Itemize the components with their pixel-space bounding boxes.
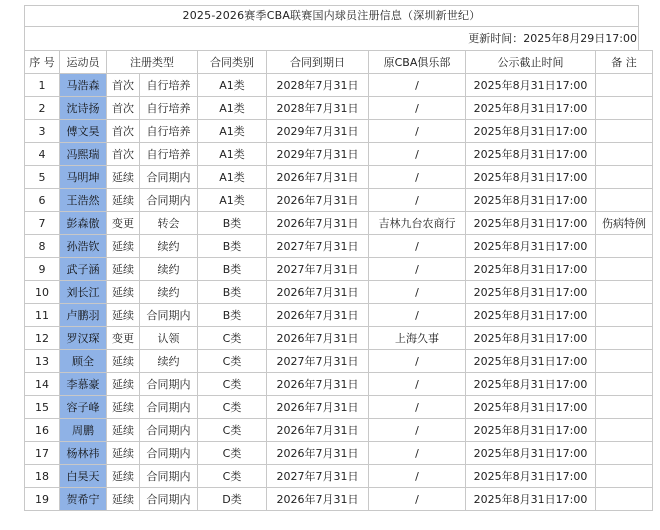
publicity-deadline: 2025年8月31日17:00 [466, 189, 596, 212]
update-time: 更新时间：2025年8月29日17:00 [468, 32, 637, 45]
publicity-deadline: 2025年8月31日17:00 [466, 304, 596, 327]
contract-category: B类 [198, 235, 267, 258]
previous-club: / [369, 97, 466, 120]
row-number: 5 [25, 166, 60, 189]
contract-expiry: 2026年7月31日 [267, 373, 369, 396]
previous-club: / [369, 465, 466, 488]
previous-club: / [369, 74, 466, 97]
contract-expiry: 2027年7月31日 [267, 465, 369, 488]
player-name: 沈诗扬 [60, 97, 107, 120]
publicity-deadline: 2025年8月31日17:00 [466, 488, 596, 511]
publicity-deadline: 2025年8月31日17:00 [466, 465, 596, 488]
reg-type: 变更 [107, 327, 140, 350]
contract-category: A1类 [198, 97, 267, 120]
note [596, 419, 653, 442]
row-number: 7 [25, 212, 60, 235]
player-name: 王浩然 [60, 189, 107, 212]
table-row [25, 235, 653, 258]
contract-expiry: 2026年7月31日 [267, 166, 369, 189]
publicity-deadline: 2025年8月31日17:00 [466, 74, 596, 97]
row-number: 14 [25, 373, 60, 396]
table-row [25, 304, 653, 327]
contract-category: B类 [198, 281, 267, 304]
contract-category: B类 [198, 258, 267, 281]
table-header-row [25, 51, 653, 74]
header-deadline: 公示截止时间 [466, 51, 596, 74]
table-row [25, 143, 653, 166]
contract-expiry: 2026年7月31日 [267, 396, 369, 419]
player-name: 冯熙瑞 [60, 143, 107, 166]
table-row [25, 281, 653, 304]
contract-category: B类 [198, 304, 267, 327]
publicity-deadline: 2025年8月31日17:00 [466, 143, 596, 166]
contract-expiry: 2026年7月31日 [267, 304, 369, 327]
previous-club: / [369, 419, 466, 442]
reg-subtype: 自行培养 [140, 120, 198, 143]
previous-club: / [369, 258, 466, 281]
reg-subtype: 合同期内 [140, 189, 198, 212]
row-number: 15 [25, 396, 60, 419]
player-name: 武子涵 [60, 258, 107, 281]
reg-type: 首次 [107, 74, 140, 97]
contract-category: C类 [198, 419, 267, 442]
player-name: 刘长江 [60, 281, 107, 304]
previous-club: / [369, 304, 466, 327]
contract-category: A1类 [198, 143, 267, 166]
contract-category: B类 [198, 212, 267, 235]
player-name: 孙浩钦 [60, 235, 107, 258]
player-name: 杨林祎 [60, 442, 107, 465]
note [596, 396, 653, 419]
player-name: 容子峰 [60, 396, 107, 419]
contract-expiry: 2028年7月31日 [267, 74, 369, 97]
row-number: 17 [25, 442, 60, 465]
note [596, 74, 653, 97]
row-number: 9 [25, 258, 60, 281]
table-row [25, 97, 653, 120]
contract-category: C类 [198, 373, 267, 396]
table-body [25, 74, 653, 511]
previous-club: / [369, 396, 466, 419]
table-row [25, 419, 653, 442]
note: 伤病特例 [596, 212, 653, 235]
row-number: 12 [25, 327, 60, 350]
table-row [25, 166, 653, 189]
header-reg-type: 注册类型 [107, 51, 198, 74]
table-row [25, 373, 653, 396]
contract-expiry: 2026年7月31日 [267, 442, 369, 465]
note [596, 189, 653, 212]
contract-expiry: 2026年7月31日 [267, 281, 369, 304]
row-number: 2 [25, 97, 60, 120]
reg-type: 延续 [107, 350, 140, 373]
reg-type: 延续 [107, 235, 140, 258]
contract-expiry: 2026年7月31日 [267, 189, 369, 212]
previous-club: / [369, 281, 466, 304]
contract-expiry: 2027年7月31日 [267, 350, 369, 373]
previous-club: 吉林九台农商行 [369, 212, 466, 235]
previous-club: 上海久事 [369, 327, 466, 350]
contract-category: C类 [198, 442, 267, 465]
reg-subtype: 合同期内 [140, 488, 198, 511]
note [596, 143, 653, 166]
header-previous-club: 原CBA俱乐部 [369, 51, 466, 74]
contract-category: C类 [198, 350, 267, 373]
header-contract-expiry: 合同到期日 [267, 51, 369, 74]
reg-subtype: 自行培养 [140, 97, 198, 120]
header-no: 序 号 [25, 51, 60, 74]
note [596, 258, 653, 281]
reg-type: 变更 [107, 212, 140, 235]
previous-club: / [369, 166, 466, 189]
previous-club: / [369, 488, 466, 511]
row-number: 13 [25, 350, 60, 373]
header-player: 运动员 [60, 51, 107, 74]
table-row [25, 258, 653, 281]
player-name: 傅文昊 [60, 120, 107, 143]
table-row [25, 212, 653, 235]
publicity-deadline: 2025年8月31日17:00 [466, 373, 596, 396]
previous-club: / [369, 143, 466, 166]
player-name: 罗汉琛 [60, 327, 107, 350]
publicity-deadline: 2025年8月31日17:00 [466, 419, 596, 442]
reg-type: 延续 [107, 281, 140, 304]
table-row [25, 350, 653, 373]
table-row [25, 442, 653, 465]
reg-subtype: 合同期内 [140, 465, 198, 488]
publicity-deadline: 2025年8月31日17:00 [466, 235, 596, 258]
previous-club: / [369, 350, 466, 373]
reg-type: 延续 [107, 465, 140, 488]
reg-subtype: 转会 [140, 212, 198, 235]
publicity-deadline: 2025年8月31日17:00 [466, 350, 596, 373]
reg-type: 延续 [107, 442, 140, 465]
note [596, 373, 653, 396]
player-name: 李慕豪 [60, 373, 107, 396]
contract-category: C类 [198, 396, 267, 419]
contract-expiry: 2027年7月31日 [267, 258, 369, 281]
player-name: 马浩森 [60, 74, 107, 97]
row-number: 18 [25, 465, 60, 488]
publicity-deadline: 2025年8月31日17:00 [466, 212, 596, 235]
reg-type: 延续 [107, 396, 140, 419]
reg-subtype: 续约 [140, 350, 198, 373]
row-number: 16 [25, 419, 60, 442]
row-number: 1 [25, 74, 60, 97]
update-time-row [24, 26, 639, 51]
player-registration-table [24, 50, 653, 511]
reg-type: 首次 [107, 97, 140, 120]
reg-subtype: 合同期内 [140, 419, 198, 442]
contract-expiry: 2028年7月31日 [267, 97, 369, 120]
row-number: 10 [25, 281, 60, 304]
reg-type: 延续 [107, 258, 140, 281]
contract-category: C类 [198, 465, 267, 488]
contract-expiry: 2026年7月31日 [267, 419, 369, 442]
player-name: 白昊天 [60, 465, 107, 488]
reg-subtype: 合同期内 [140, 166, 198, 189]
note [596, 304, 653, 327]
contract-category: D类 [198, 488, 267, 511]
row-number: 3 [25, 120, 60, 143]
contract-category: A1类 [198, 120, 267, 143]
previous-club: / [369, 442, 466, 465]
reg-subtype: 认领 [140, 327, 198, 350]
reg-type: 延续 [107, 488, 140, 511]
previous-club: / [369, 373, 466, 396]
row-number: 6 [25, 189, 60, 212]
sheet-title: 2025-2026赛季CBA联赛国内球员注册信息（深圳新世纪） [24, 5, 639, 26]
note [596, 97, 653, 120]
note [596, 235, 653, 258]
player-name: 贺希宁 [60, 488, 107, 511]
player-name: 马明坤 [60, 166, 107, 189]
note [596, 442, 653, 465]
row-number: 11 [25, 304, 60, 327]
publicity-deadline: 2025年8月31日17:00 [466, 258, 596, 281]
reg-subtype: 续约 [140, 258, 198, 281]
reg-subtype: 自行培养 [140, 143, 198, 166]
publicity-deadline: 2025年8月31日17:00 [466, 327, 596, 350]
note [596, 281, 653, 304]
contract-category: C类 [198, 327, 267, 350]
note [596, 350, 653, 373]
note [596, 166, 653, 189]
contract-category: A1类 [198, 189, 267, 212]
contract-category: A1类 [198, 74, 267, 97]
table-row [25, 488, 653, 511]
table-row [25, 327, 653, 350]
reg-type: 延续 [107, 166, 140, 189]
player-name: 周鹏 [60, 419, 107, 442]
contract-category: A1类 [198, 166, 267, 189]
reg-subtype: 自行培养 [140, 74, 198, 97]
table-row [25, 120, 653, 143]
player-name: 彭森傲 [60, 212, 107, 235]
player-name: 顾全 [60, 350, 107, 373]
note [596, 327, 653, 350]
header-note: 备 注 [596, 51, 653, 74]
contract-expiry: 2029年7月31日 [267, 143, 369, 166]
reg-subtype: 合同期内 [140, 442, 198, 465]
table-row [25, 465, 653, 488]
reg-type: 延续 [107, 373, 140, 396]
table-row [25, 189, 653, 212]
publicity-deadline: 2025年8月31日17:00 [466, 97, 596, 120]
row-number: 4 [25, 143, 60, 166]
reg-type: 延续 [107, 419, 140, 442]
contract-expiry: 2026年7月31日 [267, 488, 369, 511]
previous-club: / [369, 189, 466, 212]
contract-expiry: 2026年7月31日 [267, 212, 369, 235]
publicity-deadline: 2025年8月31日17:00 [466, 120, 596, 143]
contract-expiry: 2029年7月31日 [267, 120, 369, 143]
row-number: 8 [25, 235, 60, 258]
contract-expiry: 2027年7月31日 [267, 235, 369, 258]
player-name: 卢鹏羽 [60, 304, 107, 327]
reg-subtype: 续约 [140, 281, 198, 304]
table-row [25, 396, 653, 419]
note [596, 488, 653, 511]
note [596, 120, 653, 143]
publicity-deadline: 2025年8月31日17:00 [466, 281, 596, 304]
row-number: 19 [25, 488, 60, 511]
reg-subtype: 续约 [140, 235, 198, 258]
reg-type: 首次 [107, 120, 140, 143]
table-row [25, 74, 653, 97]
reg-subtype: 合同期内 [140, 304, 198, 327]
header-contract-category: 合同类别 [198, 51, 267, 74]
reg-type: 延续 [107, 189, 140, 212]
publicity-deadline: 2025年8月31日17:00 [466, 442, 596, 465]
contract-expiry: 2026年7月31日 [267, 327, 369, 350]
publicity-deadline: 2025年8月31日17:00 [466, 396, 596, 419]
reg-subtype: 合同期内 [140, 396, 198, 419]
note [596, 465, 653, 488]
previous-club: / [369, 235, 466, 258]
reg-type: 延续 [107, 304, 140, 327]
reg-type: 首次 [107, 143, 140, 166]
publicity-deadline: 2025年8月31日17:00 [466, 166, 596, 189]
previous-club: / [369, 120, 466, 143]
reg-subtype: 合同期内 [140, 373, 198, 396]
